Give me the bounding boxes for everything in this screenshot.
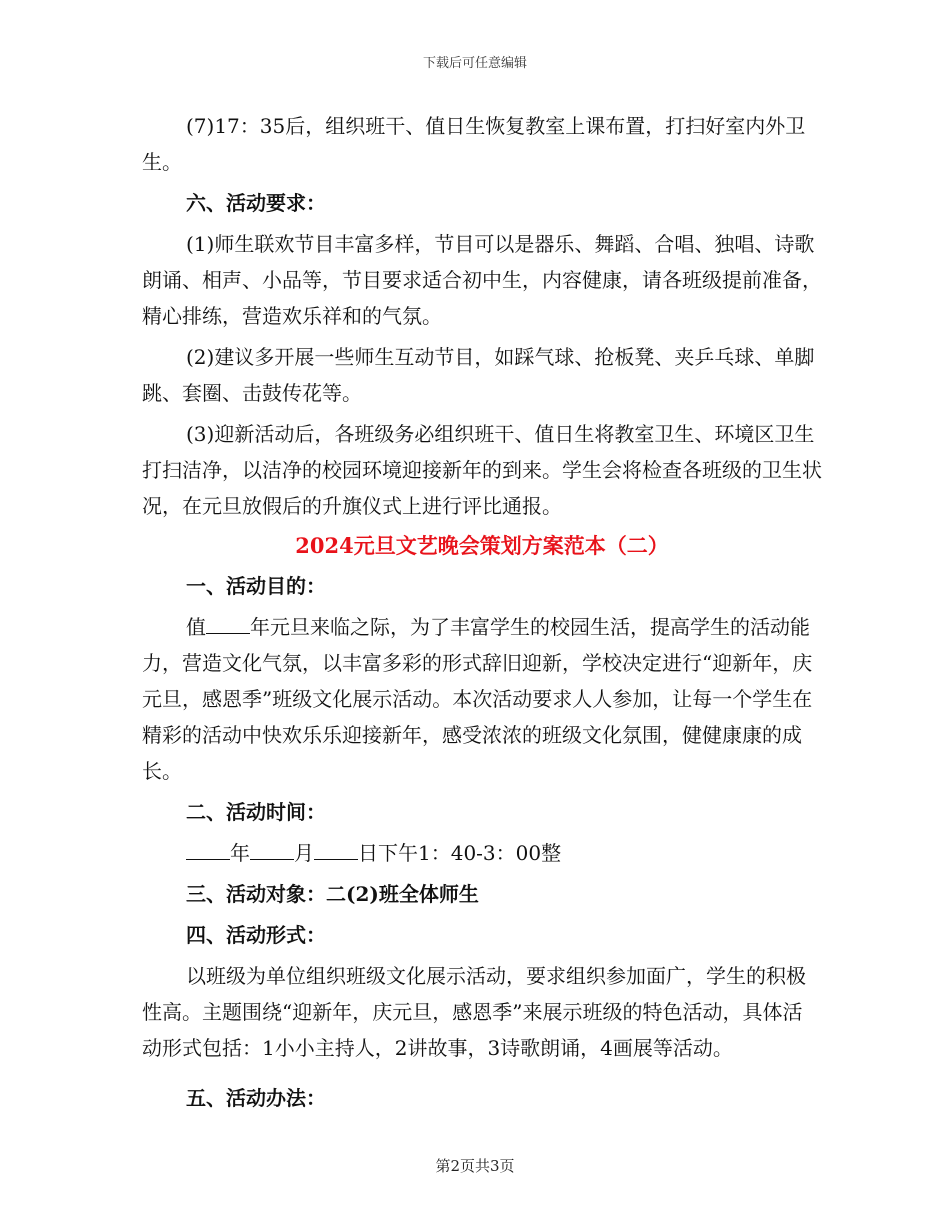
requirement-3: (3)迎新活动后，各班级务必组织班干、值日生将教室卫生、环境区卫生打扫洁净，以洁净的校园环境迎接新年的到来。学生会将检查各班级的卫生状况，在元旦放假后的升旗仪式上进行评比通报。	[142, 422, 822, 518]
time-day: 日下午1：40-3：00整	[358, 841, 562, 865]
blank-year	[186, 839, 230, 860]
section-1-body	[142, 609, 822, 789]
blank-line	[206, 613, 250, 634]
section-5-heading: 五、活动办法：	[186, 1086, 326, 1110]
document-body	[142, 108, 822, 1116]
requirement-2: (2)建议多开展一些师生互动节目，如踩气球、抢板凳、夹乒乓球、单脚跳、套圈、击鼓传花等。	[142, 345, 815, 405]
section-2-time	[142, 835, 822, 871]
s1-prefix: 值	[186, 615, 206, 639]
item-7: (7)17：35后，组织班干、值日生恢复教室上课布置，打扫好室内外卫生。	[142, 114, 806, 174]
section-4-heading: 四、活动形式：	[186, 923, 326, 947]
section-2-heading: 二、活动时间：	[186, 800, 326, 824]
page-footer: 第2页共3页	[435, 1157, 515, 1175]
page-header: 下载后可任意编辑	[422, 56, 527, 71]
section-1-heading: 一、活动目的：	[186, 574, 326, 598]
section-4-body: 以班级为单位组织班级文化展示活动，要求组织参加面广，学生的积极性高。主题围绕“迎新年，庆元旦，感恩季”来展示班级的特色活动，具体活动形式包括：1小小主持人，2讲故事，3诗歌朗诵，4画展等活动。	[142, 964, 806, 1060]
section-6-heading: 六、活动要求：	[186, 191, 326, 215]
document-title: 2024元旦文艺晚会策划方案范本（二）	[295, 533, 669, 558]
section-3-heading: 三、活动对象：二(2)班全体师生	[186, 882, 479, 906]
requirement-1: (1)师生联欢节目丰富多样，节目可以是器乐、舞蹈、合唱、独唱、诗歌朗诵、相声、小品等，节目要求适合初中生，内容健康，请各班级提前准备，精心排练，营造欢乐祥和的气氛。	[142, 232, 822, 328]
blank-month	[250, 839, 294, 860]
time-year: 年	[230, 841, 250, 865]
time-month: 月	[294, 841, 314, 865]
s1-text: 年元旦来临之际，为了丰富学生的校园生活，提高学生的活动能力，营造文化气氛，以丰富多彩的形式辞旧迎新，学校决定进行“迎新年，庆元旦，感恩季”班级文化展示活动。本次活动要求人人参加，让每一个学生在精彩的活动中快欢乐乐迎接新年，感受浓浓的班级文化氛围，健健康康的成长。	[142, 615, 813, 783]
blank-day	[314, 839, 358, 860]
